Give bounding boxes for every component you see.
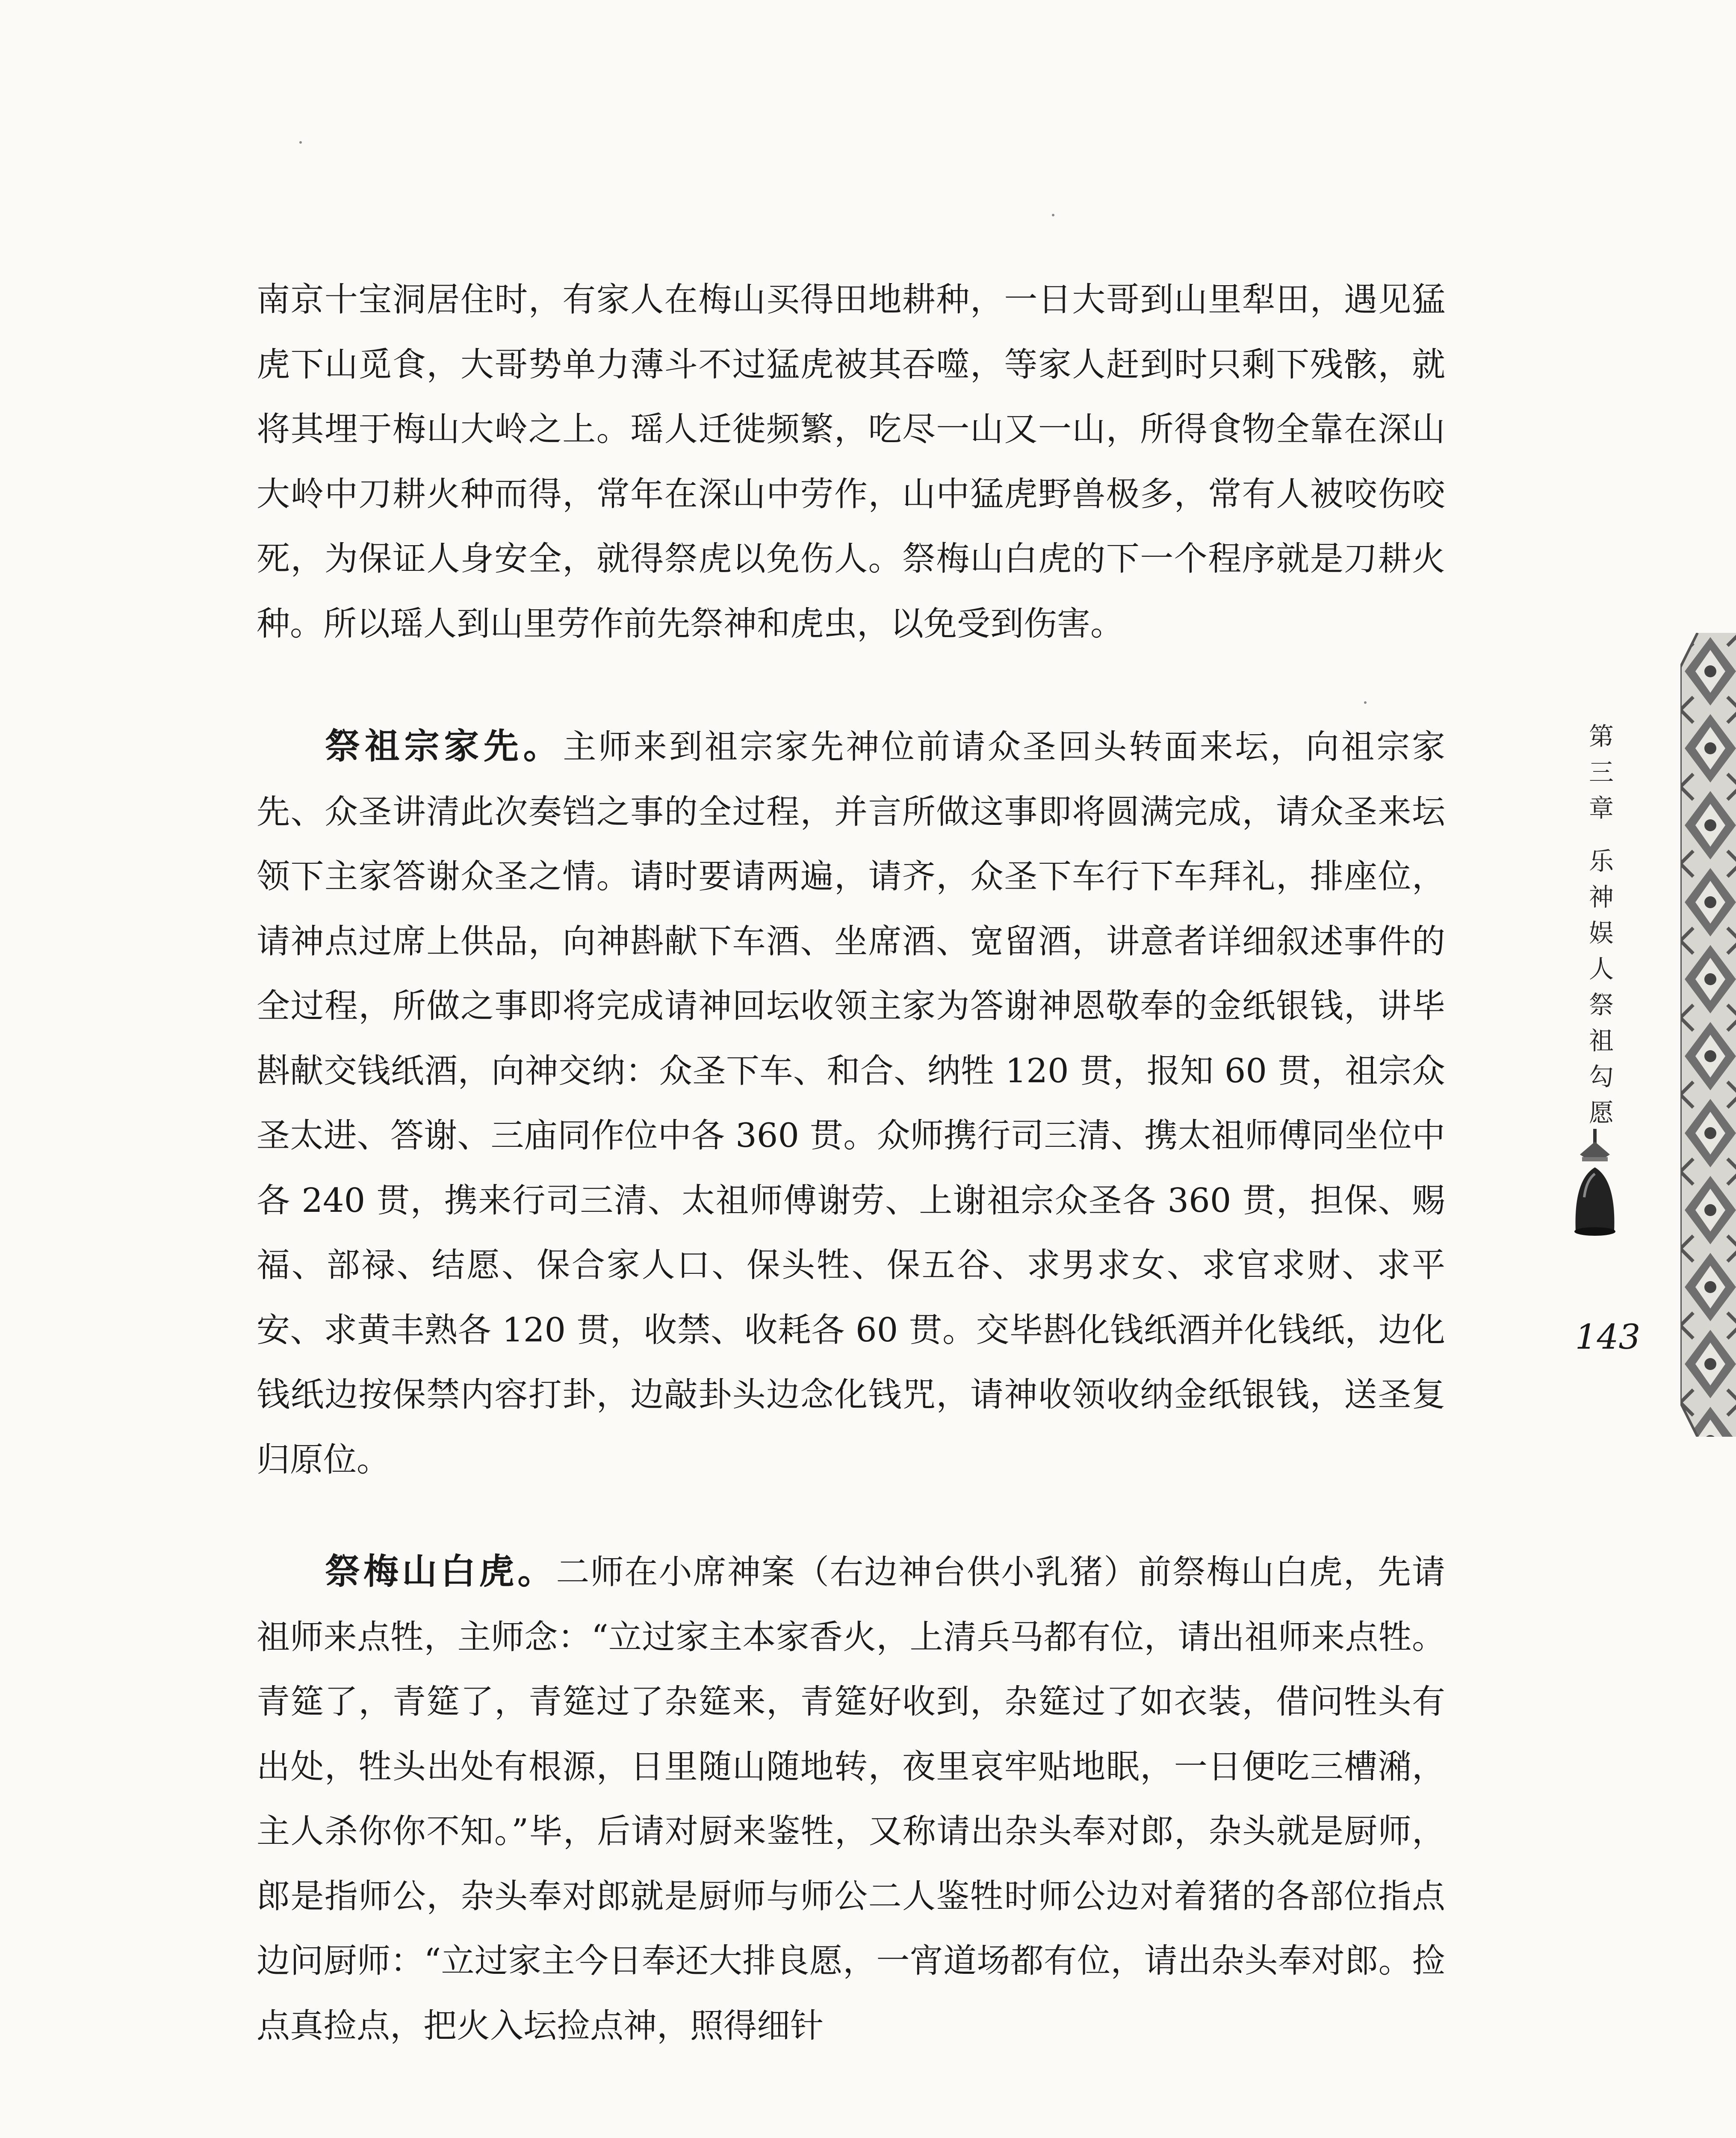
bell-ornament-icon bbox=[1556, 1129, 1633, 1236]
page-number: 143 bbox=[1575, 1317, 1641, 1357]
paragraph-3-text: 二师在小席神案（右边神台供小乳猪）前祭梅山白虎，先请祖师来点牲，主师念：“立过家主本家香火，上清兵马都有位，请出祖师来点牲。青筵了，青筵了，青筵过了杂筵来，青筵好收到，杂筵过了如衣装，借问牲头有出处，牲头出处有根源，日里随山随地转，夜里哀牢贴地眠，一日便吃三槽潲，主人杀你你不知。”毕，后请对厨来鉴牲，又称请出杂头奉对郎，杂头就是厨师，郎是指师公，杂头奉对郎就是厨师与师公二人鉴牲时师公边对着猪的各部位指点边问厨师：“立过家主今日奉还大排良愿，一宵道场都有位，请出杂头奉对郎。捡点真捡点，把火入坛捡点神，照得细针 bbox=[257, 1553, 1445, 2045]
chapter-number: 第三章 bbox=[1588, 722, 1614, 823]
paragraph-2-text: 主师来到祖宗家先神位前请众圣回头转面来坛，向祖宗家先、众圣讲清此次奏铛之事的全过程，并言所做这事即将圆满完成，请众圣来坛领下主家答谢众圣之情。请时要请两遍，请齐，众圣下车行下车拜礼，排座位，请神点过席上供品，向神斟献下车酒、坐席酒、宽留酒，讲意者详细叙述事件的全过程，所做之事即将完成请神回坛收领主家为答谢神恩敬奉的金纸银钱，讲毕斟献交钱纸酒，向神交纳：众圣下车、和合、纳牲 120 贯，报知 60 贯，祖宗众圣太进、答谢、三庙同作位中各 360 贯。众师携行司三清、携太祖师傅同坐位中各 240 贯，携来行司三清、太祖师傅谢劳、上谢祖宗众圣各 360 贯，担保、赐福、部禄、结愿、保合家人口、保头牲、保五谷、求男求女、求官求财、求平安、求黄丰熟各 120 贯，收禁、收耗各 60 贯。交毕斟化钱纸酒并化钱纸，边化钱纸边按保禁内容打卦，边敲卦头边念化钱咒，请神收领收纳金纸银钱，送圣复归原位。 bbox=[257, 728, 1445, 1479]
paragraph-2 bbox=[257, 714, 1445, 1492]
paragraph-3 bbox=[257, 1539, 1445, 2058]
chapter-title: 乐神娱人祭祖勾愿 bbox=[1588, 847, 1614, 1127]
scan-speck bbox=[1052, 214, 1054, 216]
scan-speck bbox=[299, 141, 302, 144]
paragraph-2-heading: 祭祖宗家先。 bbox=[325, 726, 563, 767]
paragraph-1-text: 南京十宝洞居住时，有家人在梅山买得田地耕种，一日大哥到山里犁田，遇见猛虎下山觅食，大哥势单力薄斗不过猛虎被其吞噬，等家人赶到时只剩下残骸，就将其埋于梅山大岭之上。瑶人迁徙频繁，吃尽一山又一山，所得食物全靠在深山大岭中刀耕火种而得，常年在深山中劳作，山中猛虎野兽极多，常有人被咬伤咬死，为保证人身安全，就得祭虎以免伤人。祭梅山白虎的下一个程序就是刀耕火种。所以瑶人到山里劳作前先祭神和虎虫，以免受到伤害。 bbox=[257, 281, 1445, 643]
chapter-running-head bbox=[1582, 718, 1621, 1131]
paragraph-3-heading: 祭梅山白虎。 bbox=[325, 1551, 556, 1592]
paragraph-1 bbox=[257, 268, 1445, 656]
decorative-side-band bbox=[1680, 633, 1736, 1437]
scan-speck bbox=[1364, 701, 1367, 704]
